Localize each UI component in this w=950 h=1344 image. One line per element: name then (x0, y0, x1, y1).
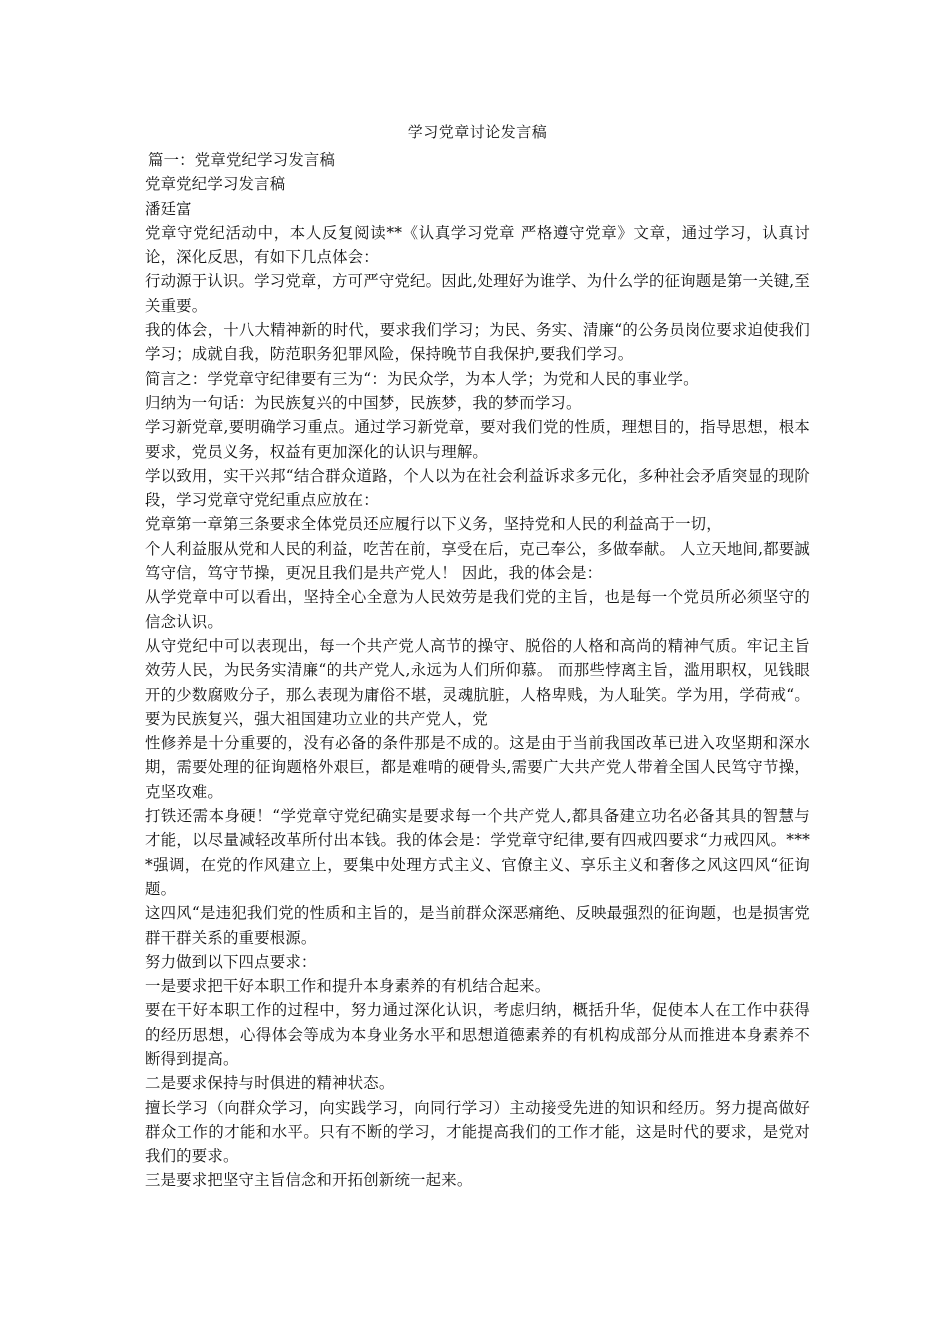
paragraph: 从守党纪中可以表现出，每一个共产党人高节的操守、脱俗的人格和高尚的精神气质。牢记主旨效劳人民，为民务实清廉“的共产党人,永远为人们所仰慕。 而那些悖离主旨，滥用职权，见钱眼开的少数腐败分子，那么表现为庸俗不堪，灵魂肮脏，人格卑贱，为人耻笑。学为用，学荷戒“。要为民族复兴，强大祖国建功立业的共产党人，党 (145, 636, 810, 728)
paragraph: 党章第一章第三条要求全体党员还应履行以下义务，坚持党和人民的利益高于一切， (145, 515, 722, 534)
paragraph: 归纳为一句话：为民族复兴的中国梦，民族梦，我的梦而学习。 (145, 393, 582, 412)
paragraph: 二是要求保持与时俱进的精神状态。 (145, 1074, 395, 1093)
paragraph: 性修养是十分重要的，没有必备的条件那是不成的。这是由于当前我国改革已进入攻坚期和深水期，需要处理的征询题格外艰巨，都是难啃的硬骨头,需要广大共产党人带着全国人民笃守节操，克坚攻难。 (145, 734, 810, 801)
article-title: 党章党纪学习发言稿 (145, 175, 286, 194)
paragraph: 三是要求把坚守主旨信念和开拓创新统一起来。 (145, 1171, 473, 1190)
section-heading: 篇一：党章党纪学习发言稿 (148, 151, 336, 169)
paragraph: 要在干好本职工作的过程中，努力通过深化认识，考虑归纳，概括升华，促使本人在工作中获得的经历思想，心得体会等成为本身业务水平和思想道德素养的有机构成部分从而推进本身素养不断得到提高。 (145, 1001, 810, 1068)
paragraph: 学习新党章,要明确学习重点。通过学习新党章，要对我们党的性质，理想目的，指导思想，根本要求，党员义务，权益有更加深化的认识与理解。 (145, 418, 810, 461)
paragraph: 党章守党纪活动中，本人反复阅读**《认真学习党章 严格遵守党章》文章，通过学习，认真讨论，深化反思，有如下几点体会： (145, 223, 810, 267)
paragraph: 擅长学习（向群众学习，向实践学习，向同行学习）主动接受先进的知识和经历。努力提高做好群众工作的才能和水平。只有不断的学习，才能提高我们的工作才能，这是时代的要求，是党对我们的要求。 (145, 1098, 810, 1166)
paragraph: 我的体会，十八大精神新的时代，要求我们学习；为民、务实、清廉“的公务员岗位要求迫使我们学习；成就自我，防范职务犯罪风险，保持晚节自我保护,要我们学习。 (145, 321, 810, 364)
paragraph: 从学党章中可以看出，坚持全心全意为人民效劳是我们党的主旨，也是每一个党员所必须坚守的信念认识。 (145, 588, 810, 631)
paragraph: 学以致用，实干兴邦“结合群众道路，个人以为在社会利益诉求多元化，多种社会矛盾突显的现阶段，学习党章守党纪重点应放在： (145, 466, 810, 510)
paragraph: 这四风“是违犯我们党的性质和主旨的，是当前群众深恶痛绝、反映最强烈的征询题，也是损害党群干群关系的重要根源。 (145, 904, 810, 947)
document-page (145, 120, 810, 1193)
paragraph: 个人利益服从党和人民的利益，吃苦在前，享受在后，克己奉公，多做奉献。 人立天地间,都要誠笃守信，笃守节操，更况且我们是共产党人！ 因此，我的体会是： (145, 539, 810, 583)
paragraph: 努力做到以下四点要求： (145, 952, 317, 971)
paragraph: 一是要求把干好本职工作和提升本身素养的有机结合起来。 (145, 977, 551, 996)
author-name: 潘廷富 (145, 199, 192, 218)
paragraph: 简言之：学党章守纪律要有三为“：为民众学，为本人学；为党和人民的事业学。 (145, 369, 699, 388)
paragraph: 打铁还需本身硬！“学党章守党纪确实是要求每一个共产党人,都具备建立功名必备其具的智慧与才能，以尽量减轻改革所付出本钱。我的体会是：学党章守纪律,要有四戒四要求“力戒四风。****强调，在党的作风建立上，要集中处理方式主义、官僚主义、享乐主义和奢侈之风这四风“征询题。 (145, 807, 810, 898)
paragraph: 行动源于认识。学习党章，方可严守党纪。因此,处理好为谁学、为什么学的征询题是第一关键,至关重要。 (145, 272, 810, 315)
document-title: 学习党章讨论发言稿 (407, 123, 548, 141)
